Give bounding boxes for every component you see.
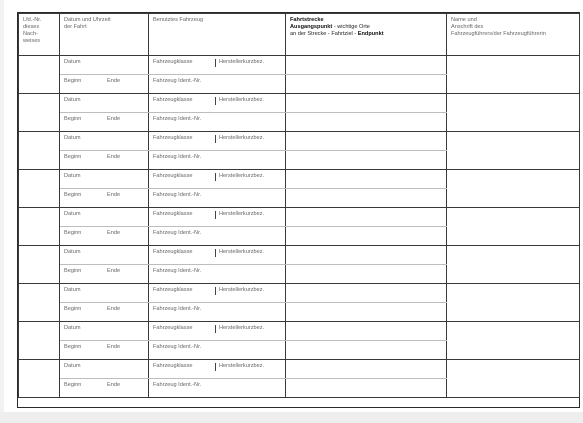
begin-label: Beginn bbox=[64, 382, 82, 388]
header-driver-line1: Name und bbox=[451, 17, 477, 23]
entry-route-bottom-cell[interactable] bbox=[286, 227, 447, 246]
entry-route-bottom-cell[interactable] bbox=[286, 113, 447, 132]
header-datetime-line1: Datum und Uhrzeit bbox=[64, 17, 111, 23]
manufacturer-label: Herstellerkurzbez. bbox=[219, 59, 265, 65]
entry-nr-cell[interactable] bbox=[19, 56, 60, 94]
date-label: Datum bbox=[64, 97, 81, 103]
entry-route-bottom-cell[interactable] bbox=[286, 151, 447, 170]
vehicle-id-label: Fahrzeug Ident.-Nr. bbox=[153, 192, 202, 198]
entry-row-top bbox=[19, 94, 580, 113]
end-label: Ende bbox=[107, 116, 121, 122]
header-route-waypoints: - wichtige Orte bbox=[332, 24, 370, 30]
entry-nr-cell[interactable] bbox=[19, 208, 60, 246]
entry-date-cell[interactable] bbox=[60, 322, 149, 341]
end-label: Ende bbox=[107, 306, 121, 312]
entry-vehicle-class-cell[interactable] bbox=[149, 56, 286, 75]
vehicle-class-label: Fahrzeugklasse bbox=[153, 97, 193, 103]
date-label: Datum bbox=[64, 287, 81, 293]
date-label: Datum bbox=[64, 59, 81, 65]
entry-vehicle-id-cell[interactable] bbox=[149, 189, 286, 208]
begin-label: Beginn bbox=[64, 116, 82, 122]
header-datetime bbox=[60, 14, 149, 56]
header-nr bbox=[19, 14, 60, 56]
vehicle-class-label: Fahrzeugklasse bbox=[153, 59, 193, 65]
header-driver bbox=[447, 14, 580, 56]
manufacturer-label: Herstellerkurzbez. bbox=[219, 325, 265, 331]
end-label: Ende bbox=[107, 382, 121, 388]
vehicle-id-label: Fahrzeug Ident.-Nr. bbox=[153, 116, 202, 122]
header-route-end: Endpunkt bbox=[357, 31, 384, 37]
entry-nr-cell[interactable] bbox=[19, 284, 60, 322]
entry-vehicle-class-cell[interactable] bbox=[149, 322, 286, 341]
manufacturer-label: Herstellerkurzbez. bbox=[219, 211, 265, 217]
entry-row-top bbox=[19, 322, 580, 341]
logbook-table bbox=[18, 13, 580, 398]
entry-vehicle-id-cell[interactable] bbox=[149, 75, 286, 94]
vehicle-class-divider bbox=[215, 325, 216, 333]
vehicle-class-label: Fahrzeugklasse bbox=[153, 363, 193, 369]
entry-vehicle-class-cell[interactable] bbox=[149, 94, 286, 113]
entry-nr-cell[interactable] bbox=[19, 132, 60, 170]
entry-time-cell[interactable] bbox=[60, 113, 149, 132]
entry-vehicle-class-cell[interactable] bbox=[149, 284, 286, 303]
entry-driver-cell[interactable] bbox=[447, 208, 580, 246]
entry-row-top bbox=[19, 284, 580, 303]
entry-route-bottom-cell[interactable] bbox=[286, 303, 447, 322]
header-driver-line3: Fahrzeugführers/der Fahrzeugführerin bbox=[451, 31, 546, 37]
entry-date-cell[interactable] bbox=[60, 94, 149, 113]
entry-date-cell[interactable] bbox=[60, 170, 149, 189]
vehicle-class-label: Fahrzeugklasse bbox=[153, 249, 193, 255]
entry-row-top bbox=[19, 208, 580, 227]
date-label: Datum bbox=[64, 363, 81, 369]
entry-vehicle-class-cell[interactable] bbox=[149, 170, 286, 189]
entry-date-cell[interactable] bbox=[60, 246, 149, 265]
entry-time-cell[interactable] bbox=[60, 265, 149, 284]
manufacturer-label: Herstellerkurzbez. bbox=[219, 287, 265, 293]
entry-route-top-cell[interactable] bbox=[286, 284, 447, 303]
vehicle-class-divider bbox=[215, 135, 216, 143]
vehicle-id-label: Fahrzeug Ident.-Nr. bbox=[153, 230, 202, 236]
begin-label: Beginn bbox=[64, 154, 82, 160]
entry-route-bottom-cell[interactable] bbox=[286, 379, 447, 398]
entry-route-bottom-cell[interactable] bbox=[286, 341, 447, 360]
manufacturer-label: Herstellerkurzbez. bbox=[219, 97, 265, 103]
entry-vehicle-id-cell[interactable] bbox=[149, 379, 286, 398]
vehicle-id-label: Fahrzeug Ident.-Nr. bbox=[153, 268, 202, 274]
end-label: Ende bbox=[107, 154, 121, 160]
entry-row-top bbox=[19, 170, 580, 189]
page-bottom-edge bbox=[0, 412, 583, 423]
date-label: Datum bbox=[64, 325, 81, 331]
begin-label: Beginn bbox=[64, 192, 82, 198]
vehicle-class-divider bbox=[215, 97, 216, 105]
logbook-form bbox=[17, 12, 580, 408]
vehicle-id-label: Fahrzeug Ident.-Nr. bbox=[153, 78, 202, 84]
entry-time-cell[interactable] bbox=[60, 151, 149, 170]
begin-label: Beginn bbox=[64, 230, 82, 236]
vehicle-id-label: Fahrzeug Ident.-Nr. bbox=[153, 306, 202, 312]
entry-nr-cell[interactable] bbox=[19, 360, 60, 398]
begin-label: Beginn bbox=[64, 344, 82, 350]
vehicle-class-divider bbox=[215, 59, 216, 67]
header-nr-text: Lfd.-Nr. dieses Nach- weises bbox=[23, 17, 42, 44]
entry-nr-cell[interactable] bbox=[19, 94, 60, 132]
vehicle-class-divider bbox=[215, 173, 216, 181]
entry-driver-cell[interactable] bbox=[447, 132, 580, 170]
entry-row-top bbox=[19, 246, 580, 265]
entry-date-cell[interactable] bbox=[60, 360, 149, 379]
header-route bbox=[286, 14, 447, 56]
entry-route-top-cell[interactable] bbox=[286, 132, 447, 151]
vehicle-class-label: Fahrzeugklasse bbox=[153, 135, 193, 141]
date-label: Datum bbox=[64, 249, 81, 255]
end-label: Ende bbox=[107, 268, 121, 274]
end-label: Ende bbox=[107, 344, 121, 350]
header-datetime-line2: der Fahrt bbox=[64, 24, 87, 30]
vehicle-id-label: Fahrzeug Ident.-Nr. bbox=[153, 382, 202, 388]
vehicle-class-divider bbox=[215, 211, 216, 219]
manufacturer-label: Herstellerkurzbez. bbox=[219, 135, 265, 141]
date-label: Datum bbox=[64, 173, 81, 179]
vehicle-class-divider bbox=[215, 249, 216, 257]
header-vehicle-text: Benutztes Fahrzeug bbox=[153, 17, 204, 23]
entry-route-top-cell[interactable] bbox=[286, 94, 447, 113]
entry-time-cell[interactable] bbox=[60, 227, 149, 246]
vehicle-id-label: Fahrzeug Ident.-Nr. bbox=[153, 344, 202, 350]
entry-vehicle-id-cell[interactable] bbox=[149, 151, 286, 170]
entry-vehicle-id-cell[interactable] bbox=[149, 227, 286, 246]
begin-label: Beginn bbox=[64, 268, 82, 274]
begin-label: Beginn bbox=[64, 78, 82, 84]
entry-route-top-cell[interactable] bbox=[286, 246, 447, 265]
entry-vehicle-id-cell[interactable] bbox=[149, 303, 286, 322]
date-label: Datum bbox=[64, 135, 81, 141]
vehicle-id-label: Fahrzeug Ident.-Nr. bbox=[153, 154, 202, 160]
entry-nr-cell[interactable] bbox=[19, 170, 60, 208]
entry-vehicle-class-cell[interactable] bbox=[149, 360, 286, 379]
entry-nr-cell[interactable] bbox=[19, 322, 60, 360]
entry-vehicle-class-cell[interactable] bbox=[149, 208, 286, 227]
end-label: Ende bbox=[107, 78, 121, 84]
header-route-start: Ausgangspunkt bbox=[290, 24, 333, 30]
entry-route-bottom-cell[interactable] bbox=[286, 75, 447, 94]
header-route-line2 bbox=[290, 24, 446, 31]
entry-vehicle-id-cell[interactable] bbox=[149, 113, 286, 132]
entry-time-cell[interactable] bbox=[60, 189, 149, 208]
table-header-row bbox=[19, 14, 580, 56]
entry-row-top bbox=[19, 360, 580, 379]
entry-vehicle-class-cell[interactable] bbox=[149, 246, 286, 265]
entry-date-cell[interactable] bbox=[60, 132, 149, 151]
entry-row-top bbox=[19, 56, 580, 75]
vehicle-class-divider bbox=[215, 287, 216, 295]
entry-time-cell[interactable] bbox=[60, 303, 149, 322]
entry-driver-cell[interactable] bbox=[447, 94, 580, 132]
header-route-dest: an der Strecke - Fahrtziel - bbox=[290, 31, 358, 37]
entry-route-top-cell[interactable] bbox=[286, 170, 447, 189]
entry-vehicle-id-cell[interactable] bbox=[149, 265, 286, 284]
entry-row-top bbox=[19, 132, 580, 151]
entry-driver-cell[interactable] bbox=[447, 56, 580, 94]
entry-nr-cell[interactable] bbox=[19, 246, 60, 284]
entry-time-cell[interactable] bbox=[60, 379, 149, 398]
entry-driver-cell[interactable] bbox=[447, 322, 580, 360]
entry-driver-cell[interactable] bbox=[447, 170, 580, 208]
vehicle-class-label: Fahrzeugklasse bbox=[153, 211, 193, 217]
entry-vehicle-id-cell[interactable] bbox=[149, 341, 286, 360]
entry-driver-cell[interactable] bbox=[447, 246, 580, 284]
end-label: Ende bbox=[107, 230, 121, 236]
entry-time-cell[interactable] bbox=[60, 75, 149, 94]
page-left-edge bbox=[0, 0, 4, 423]
manufacturer-label: Herstellerkurzbez. bbox=[219, 173, 265, 179]
manufacturer-label: Herstellerkurzbez. bbox=[219, 249, 265, 255]
entry-route-top-cell[interactable] bbox=[286, 56, 447, 75]
manufacturer-label: Herstellerkurzbez. bbox=[219, 363, 265, 369]
entry-route-top-cell[interactable] bbox=[286, 322, 447, 341]
entry-route-top-cell[interactable] bbox=[286, 360, 447, 379]
entry-vehicle-class-cell[interactable] bbox=[149, 132, 286, 151]
entry-time-cell[interactable] bbox=[60, 341, 149, 360]
entry-route-bottom-cell[interactable] bbox=[286, 189, 447, 208]
begin-label: Beginn bbox=[64, 306, 82, 312]
header-vehicle bbox=[149, 14, 286, 56]
vehicle-class-label: Fahrzeugklasse bbox=[153, 173, 193, 179]
vehicle-class-divider bbox=[215, 363, 216, 371]
entry-route-bottom-cell[interactable] bbox=[286, 265, 447, 284]
header-route-line1: Fahrtstrecke bbox=[290, 17, 324, 23]
entry-date-cell[interactable] bbox=[60, 284, 149, 303]
entry-driver-cell[interactable] bbox=[447, 284, 580, 322]
header-driver-line2: Anschrift des bbox=[451, 24, 484, 30]
entry-date-cell[interactable] bbox=[60, 208, 149, 227]
entry-driver-cell[interactable] bbox=[447, 360, 580, 398]
end-label: Ende bbox=[107, 192, 121, 198]
entry-date-cell[interactable] bbox=[60, 56, 149, 75]
vehicle-class-label: Fahrzeugklasse bbox=[153, 325, 193, 331]
date-label: Datum bbox=[64, 211, 81, 217]
vehicle-class-label: Fahrzeugklasse bbox=[153, 287, 193, 293]
header-route-line3 bbox=[290, 31, 446, 38]
entry-route-top-cell[interactable] bbox=[286, 208, 447, 227]
